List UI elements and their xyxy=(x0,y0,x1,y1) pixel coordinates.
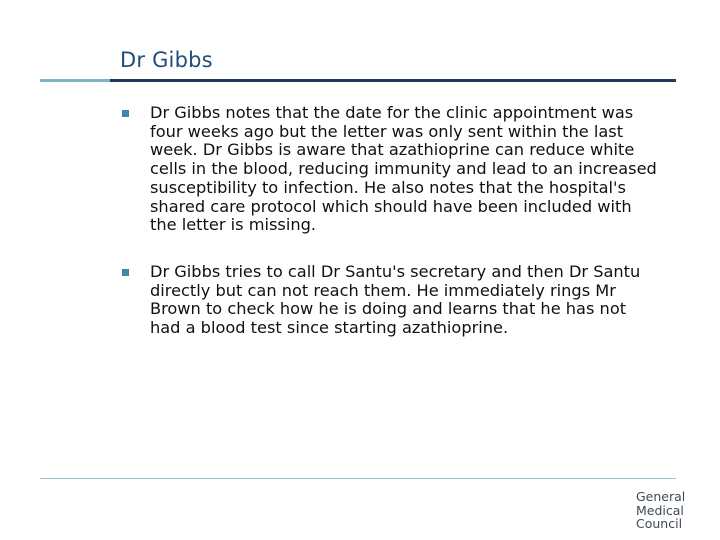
logo-line: General xyxy=(636,489,686,504)
gmc-logo xyxy=(636,490,685,531)
title-accent-rule xyxy=(40,79,110,82)
bullet-item xyxy=(120,104,660,235)
slide-title: Dr Gibbs xyxy=(120,48,213,72)
footer-rule xyxy=(40,478,676,479)
bullet-text: Dr Gibbs notes that the date for the clinic appointment was four weeks ago but the letter was only sent within the last week. Dr Gibbs is aware that azathioprine can reduce white cells in the blood, reducing immunity and lead to an increased susceptibility to infection. He also notes that the hospital's shared care protocol which should have been included with the letter is missing. xyxy=(150,103,657,235)
square-bullet-icon xyxy=(122,110,129,117)
title-rule xyxy=(110,79,676,82)
logo-line: Council xyxy=(636,516,683,531)
bullet-text: Dr Gibbs tries to call Dr Santu's secretary and then Dr Santu directly but can not reach them. He immediately rings Mr Brown to check how he is doing and learns that he has not had a blood test since starting azathioprine. xyxy=(150,261,641,338)
square-bullet-icon xyxy=(122,269,129,276)
bullet-list xyxy=(120,104,660,366)
bullet-item xyxy=(120,263,660,338)
logo-line: Medical xyxy=(636,502,684,518)
